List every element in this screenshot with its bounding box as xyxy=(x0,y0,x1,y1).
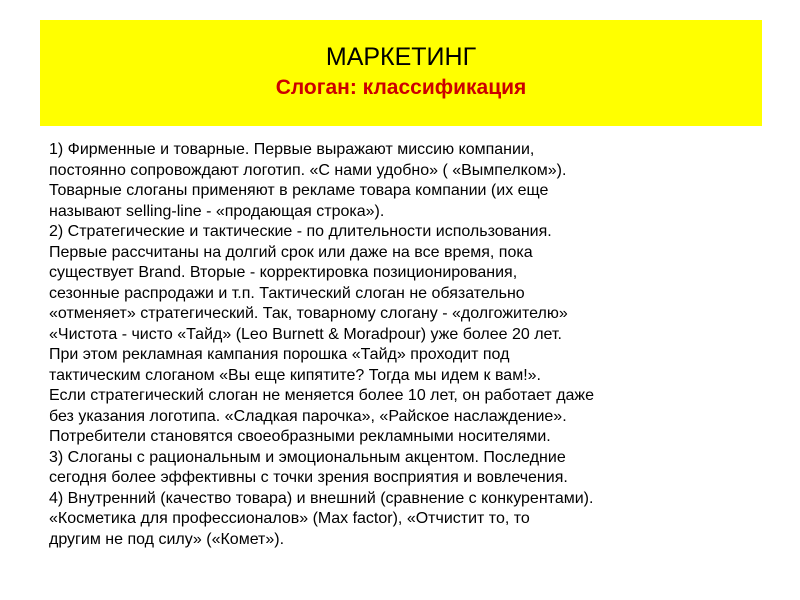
text-line: 2) Стратегические и тактические - по длительности использования. xyxy=(49,223,552,240)
text-line: называют selling-line - «продающая строка»). xyxy=(49,202,385,220)
paragraph-1 xyxy=(49,140,769,222)
text-line: Если стратегический слоган не меняется более 10 лет, он работает даже xyxy=(49,387,595,404)
page-title: МАРКЕТИНГ xyxy=(325,43,477,71)
paragraph-4 xyxy=(49,448,769,489)
paragraph-5 xyxy=(49,489,769,551)
text-line: Потребители становятся своеобразными рекламными носителями. xyxy=(49,428,551,445)
text-line: При этом рекламная кампания порошка «Тайд» проходит под xyxy=(49,346,510,363)
paragraph-2 xyxy=(49,222,769,386)
text-line: Товарные слоганы применяют в рекламе товара компании (их еще xyxy=(49,182,549,199)
body-text xyxy=(49,140,769,550)
text-line: «Косметика для профессионалов» (Max factor), «Отчистит то, то xyxy=(49,510,530,527)
text-line: 3) Слоганы с рациональным и эмоциональным акцентом. Последние xyxy=(49,448,566,466)
text-line: 4) Внутренний (качество товара) и внешний (сравнение с конкурентами). xyxy=(49,489,594,507)
text-line: сезонные распродажи и т.п. Тактический слоган не обязательно xyxy=(49,284,525,302)
page-subtitle: Слоган: классификация xyxy=(275,76,527,99)
text-line: «Чистота - чисто «Тайд» (Leo Burnett & Moradpour) уже более 20 лет. xyxy=(49,325,562,343)
text-line: тактическим слоганом «Вы еще кипятите? Тогда мы идем к вам!». xyxy=(49,366,541,384)
text-line: другим не под силу» («Комет»). xyxy=(49,530,285,548)
text-line: «отменяет» стратегический. Так, товарному слогану - «долгожителю» xyxy=(49,305,568,322)
title-banner xyxy=(40,20,762,126)
text-line: 1) Фирменные и товарные. Первые выражают миссию компании, xyxy=(49,141,535,158)
paragraph-3 xyxy=(49,386,769,448)
text-line: Первые рассчитаны на долгий срок или даже на все время, пока xyxy=(49,243,533,261)
text-line: без указания логотипа. «Сладкая парочка», «Райское наслаждение». xyxy=(49,407,567,425)
text-line: существует Brand. Вторые - корректировка позиционирования, xyxy=(49,264,518,281)
text-line: постоянно сопровождают логотип. «С нами удобно» ( «Вымпелком»). xyxy=(49,161,567,179)
text-line: сегодня более эффективны с точки зрения восприятия и вовлечения. xyxy=(49,469,568,486)
